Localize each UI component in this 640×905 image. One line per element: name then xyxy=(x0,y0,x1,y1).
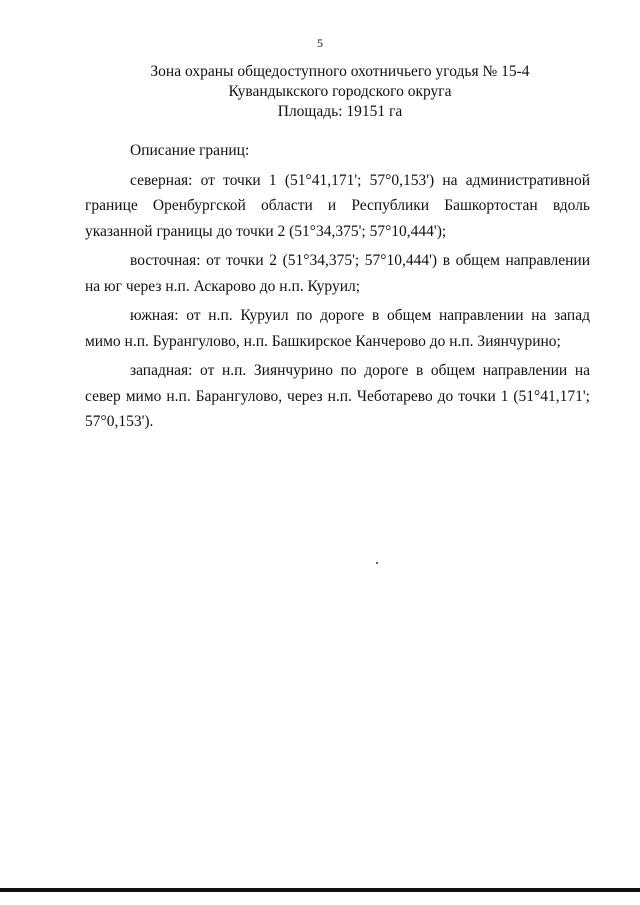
bottom-rule xyxy=(0,888,640,892)
boundary-south: южная: от н.п. Куруил по дороге в общем направлении на запад мимо н.п. Бурангулово, н.п. Башкирское Канчерово до н.п. Зиянчурино; xyxy=(85,307,590,350)
title-line-district: Кувандыкского городского округа xyxy=(228,83,452,100)
page-number: 5 xyxy=(317,36,323,50)
document-title xyxy=(60,62,620,122)
boundary-heading: Описание границ: xyxy=(130,142,250,159)
boundary-west: западная: от н.п. Зиянчурино по дороге в общем направлении на север мимо н.п. Барангулово, через н.п. Чеботарево до точки 1 (51°41,171'; 57°0,153'). xyxy=(85,362,590,430)
boundary-east: восточная: от точки 2 (51°34,375'; 57°10,444') в общем направлении на юг через н.п. Аскарово до н.п. Куруил; xyxy=(85,252,590,295)
scan-speck xyxy=(376,562,378,564)
boundary-north: северная: от точки 1 (51°41,171'; 57°0,153') на административной границе Оренбургской области и Республики Башкортостан вдоль указанной границы до точки 2 (51°34,375'; 57°10,444'); xyxy=(85,171,590,240)
title-line-area: Площадь: 19151 га xyxy=(277,103,403,120)
boundary-description xyxy=(85,138,590,439)
title-line-zone: Зона охраны общедоступного охотничьего угодья № 15-4 xyxy=(150,63,530,80)
